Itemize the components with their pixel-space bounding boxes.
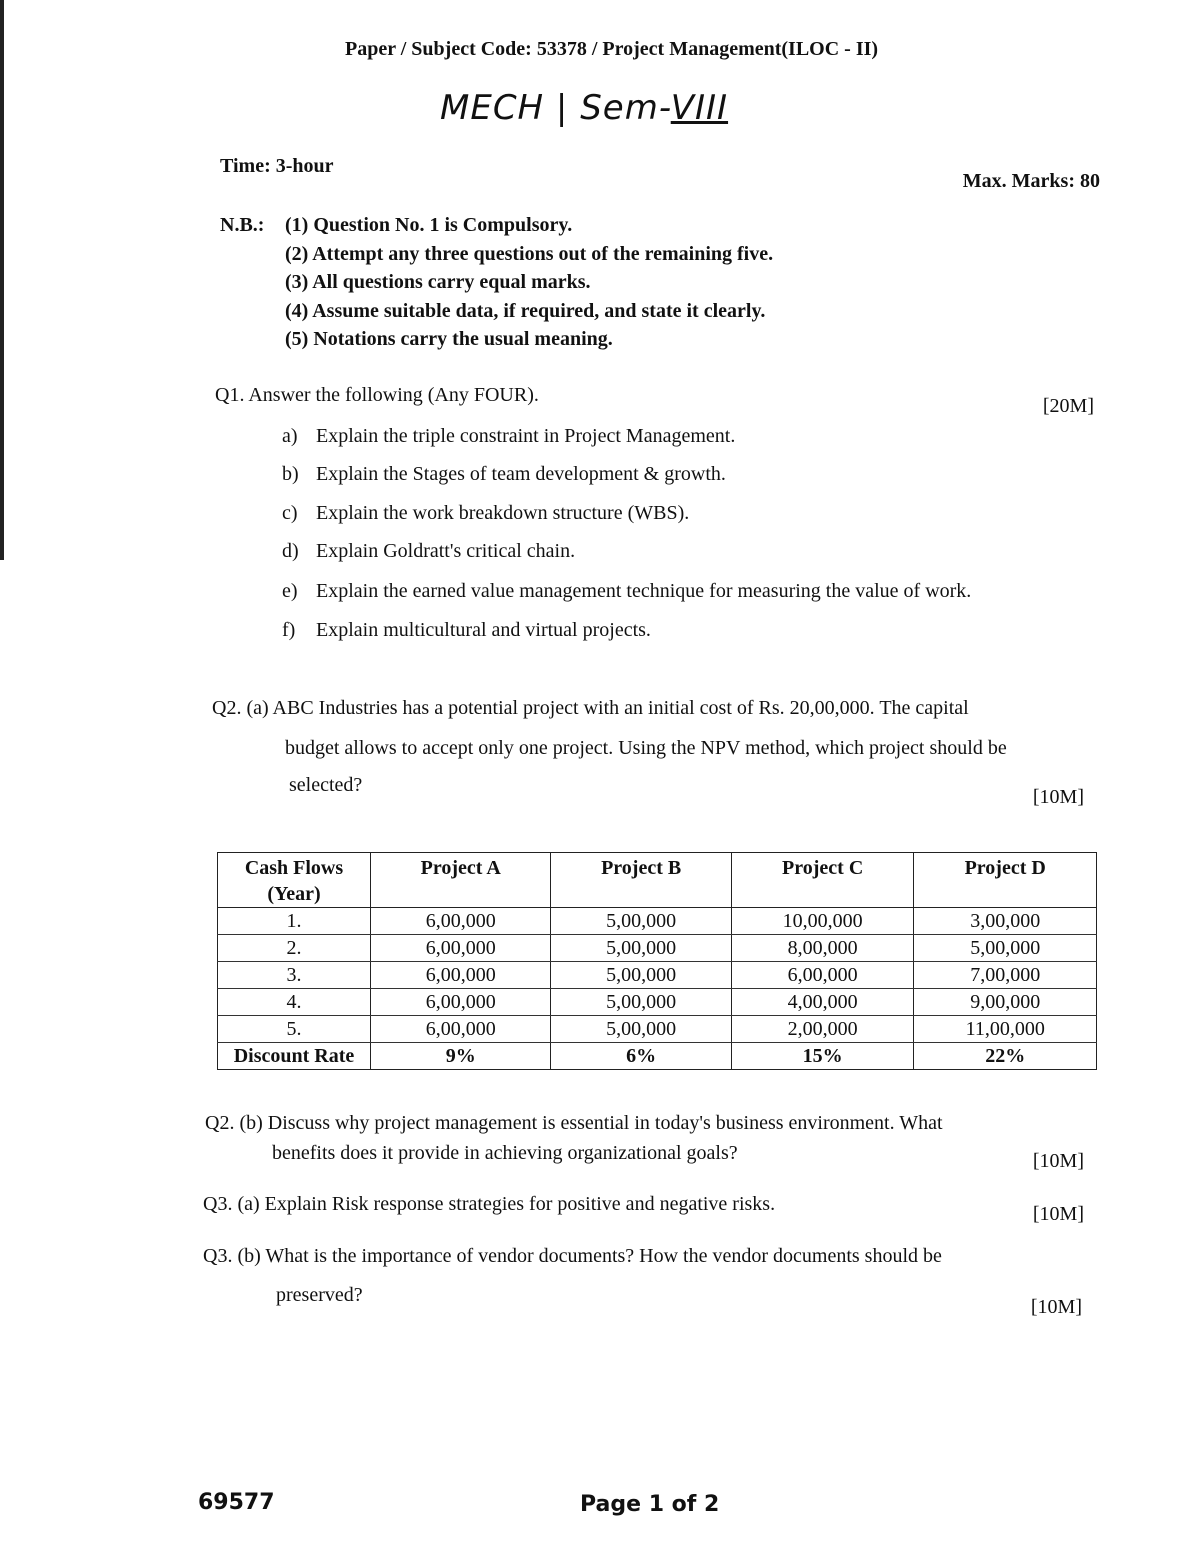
q2a-line-1: Q2. (a) ABC Industries has a potential project with an initial cost of Rs. 20,00,000. The capital xyxy=(212,697,969,719)
q1-item-a xyxy=(282,425,735,448)
handwritten-semester: VIII xyxy=(670,88,729,128)
item-text: Explain the Stages of team development & growth. xyxy=(316,463,726,485)
table-row xyxy=(218,1016,1097,1043)
table-cell: Discount Rate xyxy=(218,1043,371,1070)
q1-item-e xyxy=(282,580,971,603)
scan-edge-line xyxy=(0,0,4,560)
table-row xyxy=(218,962,1097,989)
instruction-item: (2) Attempt any three questions out of the remaining five. xyxy=(285,243,774,265)
item-text: Explain the triple constraint in Project Management. xyxy=(316,425,736,447)
table-row xyxy=(218,989,1097,1016)
item-letter: c) xyxy=(282,502,298,524)
item-text: Explain multicultural and virtual projects. xyxy=(316,619,651,641)
instruction-item: (3) All questions carry equal marks. xyxy=(285,271,591,293)
cash-flow-table xyxy=(217,852,1097,1070)
table-cell: 9% xyxy=(371,1043,551,1070)
q2a-marks: [10M] xyxy=(1032,786,1084,808)
subject-header: Paper / Subject Code: 53378 / Project Management(ILOC - II) xyxy=(345,38,879,60)
max-marks: Max. Marks: 80 xyxy=(962,170,1100,192)
table-cell: 7,00,000 xyxy=(914,962,1097,989)
paper-code: 69577 xyxy=(198,1490,275,1515)
item-text: Explain the earned value management technique for measuring the value of work. xyxy=(316,580,972,602)
table-cell: 5,00,000 xyxy=(551,1016,731,1043)
table-cell: 6,00,000 xyxy=(371,989,551,1016)
handwritten-branch-note xyxy=(440,88,728,128)
q1-item-b xyxy=(282,463,726,486)
q2a-line-3: selected? xyxy=(289,774,363,796)
table-cell: 1. xyxy=(218,908,371,935)
table-cell: 15% xyxy=(731,1043,914,1070)
instruction-item: (5) Notations carry the usual meaning. xyxy=(285,328,613,350)
table-row xyxy=(218,935,1097,962)
table-cell: 5,00,000 xyxy=(551,989,731,1016)
table-cell: 5,00,000 xyxy=(914,935,1097,962)
item-letter: b) xyxy=(282,463,299,485)
q3b-line-1: Q3. (b) What is the importance of vendor documents? How the vendor documents should be xyxy=(203,1245,942,1267)
table-cell: 5,00,000 xyxy=(551,935,731,962)
instruction-item: (4) Assume suitable data, if required, and state it clearly. xyxy=(285,300,766,322)
column-header: Project D xyxy=(914,853,1097,908)
q2a-line-2: budget allows to accept only one project. Using the NPV method, which project should be xyxy=(285,737,1007,759)
table-cell: 5,00,000 xyxy=(551,908,731,935)
column-header: Cash Flows (Year) xyxy=(218,853,371,908)
table-cell: 6,00,000 xyxy=(371,908,551,935)
q1-title: Q1. Answer the following (Any FOUR). xyxy=(215,384,539,406)
table-header-row xyxy=(218,853,1097,908)
page-number: Page 1 of 2 xyxy=(580,1492,720,1517)
table-cell: 5,00,000 xyxy=(551,962,731,989)
table-cell: 11,00,000 xyxy=(914,1016,1097,1043)
table-cell: 2,00,000 xyxy=(731,1016,914,1043)
q2b-line-2: benefits does it provide in achieving organizational goals? xyxy=(272,1142,738,1164)
q1-marks: [20M] xyxy=(1042,395,1094,417)
item-text: Explain the work breakdown structure (WBS). xyxy=(316,502,690,524)
table-cell: 2. xyxy=(218,935,371,962)
table-cell: 6% xyxy=(551,1043,731,1070)
q1-item-c xyxy=(282,502,689,525)
q2b-line-1: Q2. (b) Discuss why project management is essential in today's business environment. What xyxy=(205,1112,943,1134)
instructions-label: N.B.: xyxy=(220,214,265,236)
table-cell: 3,00,000 xyxy=(914,908,1097,935)
table-cell: 22% xyxy=(914,1043,1097,1070)
table-cell: 4. xyxy=(218,989,371,1016)
exam-time: Time: 3-hour xyxy=(220,155,334,177)
table-cell: 4,00,000 xyxy=(731,989,914,1016)
q3b-line-2: preserved? xyxy=(276,1284,363,1306)
item-letter: a) xyxy=(282,425,298,447)
table-cell: 6,00,000 xyxy=(371,935,551,962)
q3b-marks: [10M] xyxy=(1030,1296,1082,1318)
table-cell: 6,00,000 xyxy=(371,1016,551,1043)
column-header: Project B xyxy=(551,853,731,908)
q1-item-f xyxy=(282,619,651,642)
q3a-line-1: Q3. (a) Explain Risk response strategies for positive and negative risks. xyxy=(203,1193,776,1215)
table-cell: 6,00,000 xyxy=(731,962,914,989)
table-row xyxy=(218,908,1097,935)
item-letter: f) xyxy=(282,619,296,641)
table-cell: 9,00,000 xyxy=(914,989,1097,1016)
q3a-marks: [10M] xyxy=(1032,1203,1084,1225)
q2b-marks: [10M] xyxy=(1032,1150,1084,1172)
table-cell: 5. xyxy=(218,1016,371,1043)
table-cell: 6,00,000 xyxy=(371,962,551,989)
item-letter: e) xyxy=(282,580,298,602)
item-letter: d) xyxy=(282,540,299,562)
table-cell: 8,00,000 xyxy=(731,935,914,962)
column-header: Project A xyxy=(371,853,551,908)
column-header: Project C xyxy=(731,853,914,908)
item-text: Explain Goldratt's critical chain. xyxy=(316,540,576,562)
q1-item-d xyxy=(282,540,575,563)
discount-rate-row xyxy=(218,1043,1097,1070)
table-cell: 10,00,000 xyxy=(731,908,914,935)
handwritten-branch: MECH | Sem- xyxy=(440,88,671,128)
instruction-item: (1) Question No. 1 is Compulsory. xyxy=(285,214,573,236)
table-cell: 3. xyxy=(218,962,371,989)
